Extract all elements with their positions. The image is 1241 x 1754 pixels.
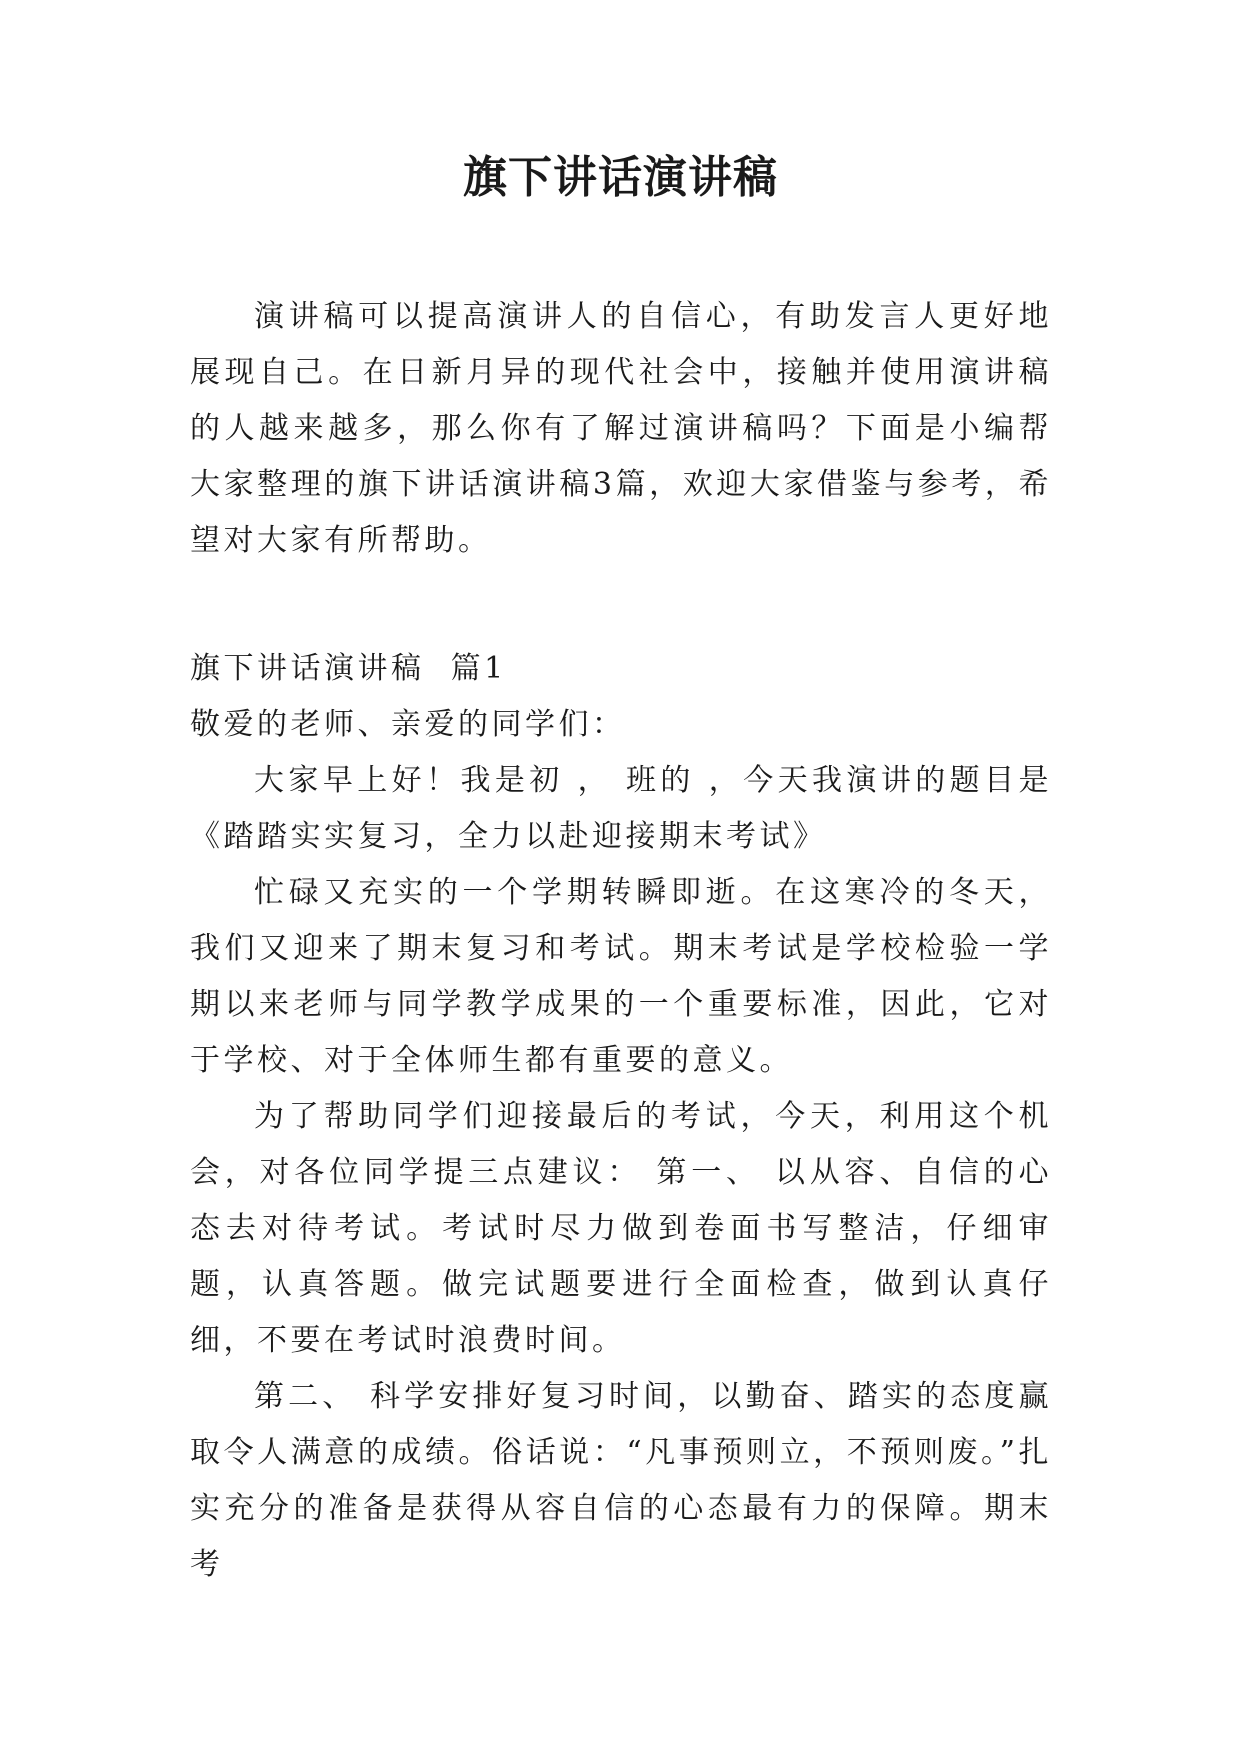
section-heading: 旗下讲话演讲稿 篇1: [190, 651, 507, 686]
speech-body: [190, 641, 1052, 1593]
body-paragraph: 第二、 科学安排好复习时间，以勤奋、踏实的态度赢取令人满意的成绩。俗话说：“凡事预则立，不预则废。”扎实充分的准备是获得从容自信的心态最有力的保障。期末考: [190, 1379, 1052, 1582]
intro-paragraph: 演讲稿可以提高演讲人的自信心，有助发言人更好地展现自己。在日新月异的现代社会中，接触并使用演讲稿的人越来越多，那么你有了解过演讲稿吗？下面是小编帮大家整理的旗下讲话演讲稿3篇，欢迎大家借鉴与参考，希望对大家有所帮助。: [190, 299, 1052, 558]
body-paragraph: 忙碌又充实的一个学期转瞬即逝。在这寒冷的冬天，我们又迎来了期末复习和考试。期末考试是学校检验一学期以来老师与同学教学成果的一个重要标准，因此，它对于学校、对于全体师生都有重要的意义。: [190, 875, 1052, 1078]
body-paragraph: 大家早上好！我是初 ， 班的 ，今天我演讲的题目是《踏踏实实复习，全力以赴迎接期末考试》: [190, 763, 1052, 854]
body-paragraph: 为了帮助同学们迎接最后的考试，今天，利用这个机会，对各位同学提三点建议： 第一、 以从容、自信的心态去对待考试。考试时尽力做到卷面书写整洁，仔细审题，认真答题。做完试题要进行全面检查，做到认真仔细，不要在考试时浪费时间。: [190, 1099, 1052, 1358]
document-title: 旗下讲话演讲稿: [463, 152, 778, 203]
intro-block: [190, 289, 1052, 569]
salutation: 敬爱的老师、亲爱的同学们：: [190, 707, 626, 742]
